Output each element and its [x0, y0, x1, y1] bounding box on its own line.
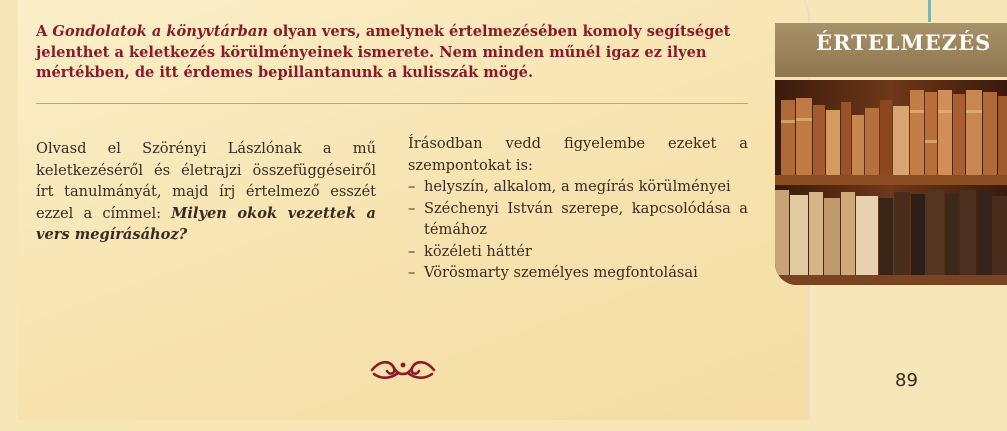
- criteria-list: [408, 176, 748, 284]
- margin-line-right: [928, 0, 931, 22]
- criteria-item: – helyszín, alkalom, a megírás körülményei: [408, 176, 748, 198]
- criteria-item: – Vörösmarty személyes megfontolásai: [408, 262, 748, 284]
- intro-text-start: A: [36, 23, 53, 40]
- intro-text-rest: olyan vers, amelynek értelmezésében komoly segítséget jelenthet a keletkezés körülményeinek ismerete. Nem minden műnél igaz ez ilyen mértékben, de itt érdemes bepillantanunk a kulisszák mögé.: [36, 23, 731, 81]
- task-column-right: [408, 133, 748, 284]
- criteria-item: – közéleti háttér: [408, 241, 748, 263]
- page-number: 89: [895, 370, 918, 391]
- poem-title: Gondolatok a könyvtárban: [52, 23, 268, 40]
- bookshelf-photo: [775, 80, 1007, 285]
- criteria-item: – Széchenyi István szerepe, kapcsolódása a témához: [408, 198, 748, 241]
- section-divider: [36, 103, 748, 104]
- flourish-ornament-icon: [368, 356, 438, 382]
- intro-paragraph: [36, 22, 756, 84]
- task-column-left: [36, 138, 376, 246]
- section-badge-label: ÉRTELMEZÉS: [816, 30, 992, 55]
- task-text: Olvasd el Szörényi Lászlónak a mű keletkezéséről és életrajzi összefüggéseiről írt tanulmányát, majd írj értelmező esszét ezzel a címmel:: [36, 140, 376, 222]
- criteria-lead: Írásodban vedd figyelembe ezeket a szempontokat is:: [408, 135, 748, 174]
- essay-question: Milyen okok vezettek a vers megírásához?: [36, 204, 376, 243]
